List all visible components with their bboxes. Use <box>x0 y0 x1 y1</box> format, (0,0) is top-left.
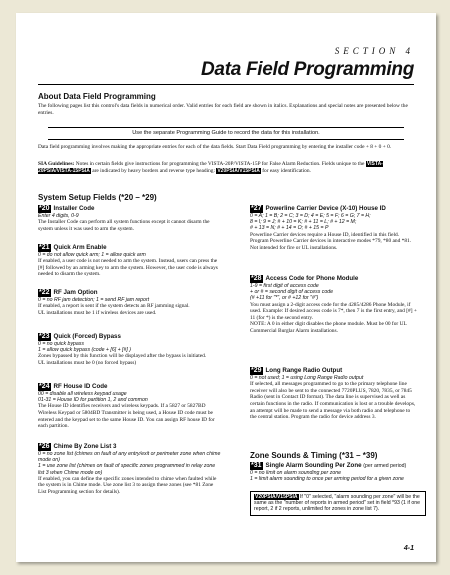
field-text: If enabled, a report is sent if the system detects an RF jamming signal. <box>38 303 190 310</box>
programming-guide-note: Use the separate Programming Guide to record the data for this installation. <box>48 127 404 140</box>
field-entry: 00 = disable all wireless keypad usage <box>38 391 127 397</box>
document-page <box>16 13 436 562</box>
field-28 <box>250 275 418 335</box>
field-text: Zones bypassed by this function will be displayed after the bypass is initiated. <box>38 353 207 360</box>
field-number: *21 <box>39 244 50 251</box>
field-ul-note: NOTE: A 0 in either digit disables the phone module. Must be 00 for UL Commercial Burglar Alarm installations. <box>250 321 407 334</box>
section-label: SECTION 4 <box>334 46 414 56</box>
sia-tag: VISTA-20PSIA/VISTA-15PSIA <box>38 161 383 174</box>
field-number: *28 <box>251 275 262 282</box>
field-title: Single Alarm Sounding Per Zone <box>265 462 362 469</box>
field-text: If selected, all messages programmed to go to the primary telephone line receiver will also be sent to the connected 7720PLUS, 7820, 7835, or 7845 Radio (sent in Contact ID format). The data line is supervised as well as certain functions in the radio. If communication is lost or a trouble develops, an attempt will be made to send a message via both radio and telephone to the central station. Program the radio for device address 3. <box>250 381 416 421</box>
field-title-extra: (per armed period) <box>363 463 407 469</box>
field-title: Quick Arm Enable <box>53 244 107 251</box>
field-entry: 0 = no RF jam detection; 1 = send RF jam report <box>38 297 150 303</box>
field-23 <box>38 333 222 367</box>
about-heading: About Data Field Programming <box>38 92 156 101</box>
field-entry: 0 = no zone list (chimes on fault of any entry/exit or perimeter zone when chime mode on) <box>38 451 221 464</box>
field-entry: 0 = do not allow quick arm; 1 = allow quick arm <box>38 252 146 258</box>
field-number: *24 <box>39 383 50 390</box>
about-text: The following pages list this control's data fields in numerical order. Valid entries for each field are shown in italics. Explanations and special notes are presented below the entries. <box>38 103 408 116</box>
field-entry: 1-9 = first digit of access code <box>250 283 319 289</box>
field-entry: 1 = limit alarm sounding to once per arming period for a given zone <box>250 476 404 483</box>
sia-text-3: for easy identification. <box>262 167 311 174</box>
system-setup-heading: System Setup Fields (*20 – *29) <box>38 193 157 202</box>
field-title: Powerline Carrier Device (X-10) House ID <box>265 205 386 212</box>
page-number: 4-1 <box>403 545 414 552</box>
field-entry: 1 = allow quick bypass (code + [6] + [#] ) <box>38 347 131 354</box>
field-entry: 01-31 = House ID for partition 1, 2 and common <box>38 397 148 404</box>
field-text: The Installer Code can perform all system functions except it cannot disarm the system unless it was used to arm the system. <box>38 219 210 232</box>
field-entry: 0 = not used; 1 = using Long Range Radio output <box>250 375 364 381</box>
sia-box-tag: V20PSIA/V15PSIA <box>255 494 298 500</box>
field-text: If enabled, a user code is not needed to arm the system. Instead, users can press the [#] followed by an arming key to arm the system. However, the user code is always needed to disarm the system. <box>38 258 218 278</box>
field-text: Powerline Carrier devices require a House ID, identified in this field. Program Powerline Carrier devices in interactive modes *79, *80 and *81. <box>250 231 412 245</box>
zone-sounds-heading: Zone Sounds & Timing (*31 – *39) <box>250 451 378 460</box>
field-26 <box>38 443 222 496</box>
sia-label: SIA Guidelines: <box>38 161 75 167</box>
field-title: Long Range Radio Output <box>265 367 343 374</box>
page-title: Data Field Programming <box>201 59 414 80</box>
field-29 <box>250 367 418 421</box>
field-title: RF House ID Code <box>53 383 108 390</box>
sia-text: Notes in certain fields give instructions for programming the VISTA-20P/VISTA-15P for False Alarm Reduction. Fields unique to the <box>75 161 365 167</box>
sia-guidelines <box>38 161 416 174</box>
field-number: *31 <box>251 462 262 469</box>
sia-tag-2: V20PSIA/V15PSIA <box>217 167 260 174</box>
field-number: *29 <box>251 367 262 374</box>
field-number: *20 <box>39 205 50 212</box>
field-ul-note: UL installations must be 1 if wireless devices are used. <box>38 309 157 316</box>
intro-text: Data field programming involves making the appropriate entries for each of the data fields. Start Data Field programming by entering the installer code + 8 + 0 + 0. <box>38 144 392 150</box>
field-entry: (# +11 for "*", or # +12 for "#") <box>250 295 319 302</box>
field-title: Access Code for Phone Module <box>265 275 359 282</box>
field-entry: Enter 4 digits, 0-9 <box>38 213 79 219</box>
field-title: Quick (Forced) Bypass <box>53 333 121 340</box>
field-entry: 0 = no limit on alarm sounding per zone <box>250 470 341 476</box>
field-entry: 0 = no quick bypass <box>38 341 84 347</box>
title-divider <box>38 84 414 85</box>
field-entry: 1 = use zone list (chimes on fault of specific zones programmed in relay zone list 3 when Chime mode on) <box>38 463 216 476</box>
field-number: *27 <box>251 205 262 212</box>
field-text: If enabled, you can define the specific zones intended to chime when faulted while the system is in Chime mode. Use zone list 3 to assign these zones (see *81 Zone List Programming section for details). <box>38 475 217 495</box>
sia-text-2: are indicated by heavy borders and reverse type heading: <box>92 167 215 174</box>
field-21 <box>38 244 222 278</box>
sia-box-text: If "0" selected, "alarm sounding per zone" will be the same as the "number of reports in armed period" set in field *93 (1 if one report, 2 if 2 reports, unlimited for zones in zone list 7). <box>254 494 421 513</box>
field-number: *26 <box>39 443 50 450</box>
field-title: Chime By Zone List 3 <box>53 443 117 450</box>
field-title: RF Jam Option <box>53 289 98 296</box>
field-text: The House ID identifies receivers and wireless keypads. If a 5827 or 5827BD Wireless Keypad or 5804BD Transmitter is being used, a House ID code must be entered and the keypad set to the same House ID. You can assign RF house ID for each partition. <box>38 403 215 430</box>
field-24 <box>38 383 222 430</box>
field-20 <box>38 205 222 232</box>
field-entry: # + 13 = N; # + 14 = O; # + 15 = P <box>250 225 329 232</box>
sia-note-box <box>250 491 426 516</box>
field-text: You must assign a 2-digit access code for the 4285/4286 Phone Module, if used. Example: If desired access code is 7*, then 7 is the first entry, and [#] + 11 (for *) is the second entry. <box>250 301 417 321</box>
field-number: *23 <box>39 333 50 340</box>
field-22 <box>38 289 222 316</box>
field-number: *22 <box>39 289 50 296</box>
field-ul-note: UL installations must be 0 (no forced bypass) <box>38 360 137 366</box>
field-27 <box>250 205 418 251</box>
field-entry: 8 = I; 9 = J; # + 10 = K; # + 11 = L; # + 12 = M; <box>250 219 357 226</box>
field-31 <box>250 462 418 482</box>
field-entry: + or # = second digit of access code <box>250 289 334 296</box>
field-title: Installer Code <box>53 205 95 212</box>
field-ul-note: Not intended for fire or UL installations. <box>250 244 338 251</box>
field-entry: 0 = A; 1 = B; 2 = C; 3 = D; 4 = E; 5 = F; 6 = G; 7 = H; <box>250 213 371 219</box>
